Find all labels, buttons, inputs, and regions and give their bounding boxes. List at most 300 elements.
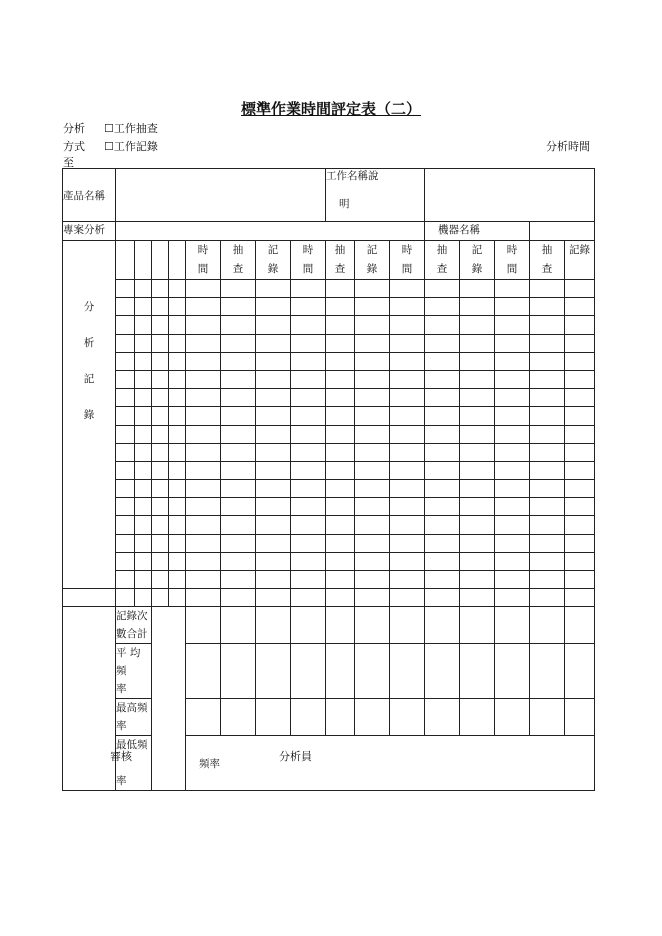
record-cell[interactable] <box>460 498 495 516</box>
record-cell[interactable] <box>116 298 135 316</box>
record-cell[interactable] <box>390 370 425 388</box>
separator-cell[interactable] <box>495 589 530 607</box>
record-cell[interactable] <box>186 389 221 407</box>
record-cell[interactable] <box>390 425 425 443</box>
record-cell[interactable] <box>116 334 135 352</box>
summary-cell[interactable] <box>425 644 460 699</box>
record-cell[interactable] <box>256 552 291 570</box>
separator-cell[interactable] <box>116 589 135 607</box>
record-cell[interactable] <box>256 425 291 443</box>
record-cell[interactable] <box>116 443 135 461</box>
summary-cell[interactable] <box>186 607 221 644</box>
record-cell[interactable] <box>390 280 425 298</box>
record-cell[interactable] <box>355 370 390 388</box>
record-cell[interactable] <box>256 298 291 316</box>
record-cell[interactable] <box>221 571 256 589</box>
record-cell[interactable] <box>390 334 425 352</box>
summary-cell[interactable] <box>291 607 326 644</box>
record-cell[interactable] <box>326 280 355 298</box>
record-cell[interactable] <box>460 352 495 370</box>
record-cell[interactable] <box>169 571 186 589</box>
record-cell[interactable] <box>291 534 326 552</box>
record-cell[interactable] <box>291 352 326 370</box>
record-cell[interactable] <box>460 571 495 589</box>
record-cell[interactable] <box>530 407 565 425</box>
record-cell[interactable] <box>116 571 135 589</box>
record-cell[interactable] <box>425 534 460 552</box>
record-cell[interactable] <box>152 498 169 516</box>
record-cell[interactable] <box>291 480 326 498</box>
record-cell[interactable] <box>565 571 595 589</box>
record-cell[interactable] <box>291 552 326 570</box>
summary-cell[interactable] <box>425 699 460 736</box>
record-cell[interactable] <box>152 370 169 388</box>
record-cell[interactable] <box>152 389 169 407</box>
record-cell[interactable] <box>291 407 326 425</box>
record-cell[interactable] <box>326 534 355 552</box>
record-cell[interactable] <box>152 425 169 443</box>
record-cell[interactable] <box>425 316 460 334</box>
record-cell[interactable] <box>152 298 169 316</box>
record-cell[interactable] <box>169 334 186 352</box>
record-cell[interactable] <box>425 516 460 534</box>
separator-cell[interactable] <box>63 589 116 607</box>
record-cell[interactable] <box>530 280 565 298</box>
record-cell[interactable] <box>326 334 355 352</box>
record-cell[interactable] <box>291 298 326 316</box>
record-cell[interactable] <box>565 407 595 425</box>
separator-cell[interactable] <box>355 589 390 607</box>
record-cell[interactable] <box>460 480 495 498</box>
record-cell[interactable] <box>291 461 326 479</box>
record-cell[interactable] <box>355 461 390 479</box>
record-cell[interactable] <box>152 552 169 570</box>
record-cell[interactable] <box>390 516 425 534</box>
separator-cell[interactable] <box>186 589 221 607</box>
summary-cell[interactable] <box>355 607 390 644</box>
record-cell[interactable] <box>152 461 169 479</box>
record-cell[interactable] <box>152 316 169 334</box>
record-cell[interactable] <box>460 516 495 534</box>
record-cell[interactable] <box>495 407 530 425</box>
record-cell[interactable] <box>565 534 595 552</box>
record-cell[interactable] <box>530 498 565 516</box>
separator-cell[interactable] <box>565 589 595 607</box>
record-cell[interactable] <box>221 352 256 370</box>
record-cell[interactable] <box>116 534 135 552</box>
record-cell[interactable] <box>256 280 291 298</box>
record-cell[interactable] <box>221 480 256 498</box>
record-cell[interactable] <box>565 461 595 479</box>
record-cell[interactable] <box>326 552 355 570</box>
record-cell[interactable] <box>530 443 565 461</box>
record-cell[interactable] <box>256 461 291 479</box>
summary-cell[interactable] <box>390 644 425 699</box>
record-cell[interactable] <box>152 407 169 425</box>
record-cell[interactable] <box>565 516 595 534</box>
summary-cell[interactable] <box>355 699 390 736</box>
record-cell[interactable] <box>355 298 390 316</box>
record-cell[interactable] <box>425 552 460 570</box>
record-cell[interactable] <box>425 280 460 298</box>
record-cell[interactable] <box>116 516 135 534</box>
record-cell[interactable] <box>116 552 135 570</box>
record-cell[interactable] <box>186 461 221 479</box>
record-cell[interactable] <box>291 571 326 589</box>
record-cell[interactable] <box>460 407 495 425</box>
record-cell[interactable] <box>355 352 390 370</box>
record-cell[interactable] <box>425 352 460 370</box>
record-cell[interactable] <box>565 316 595 334</box>
record-cell[interactable] <box>169 461 186 479</box>
record-cell[interactable] <box>169 352 186 370</box>
record-cell[interactable] <box>460 370 495 388</box>
record-cell[interactable] <box>152 352 169 370</box>
record-cell[interactable] <box>495 298 530 316</box>
record-cell[interactable] <box>169 298 186 316</box>
record-cell[interactable] <box>425 498 460 516</box>
record-cell[interactable] <box>565 280 595 298</box>
record-cell[interactable] <box>460 425 495 443</box>
record-cell[interactable] <box>291 498 326 516</box>
record-cell[interactable] <box>530 370 565 388</box>
record-cell[interactable] <box>355 516 390 534</box>
summary-cell[interactable] <box>530 607 565 644</box>
summary-cell[interactable] <box>186 644 221 699</box>
record-cell[interactable] <box>291 280 326 298</box>
record-cell[interactable] <box>256 407 291 425</box>
record-cell[interactable] <box>169 534 186 552</box>
record-cell[interactable] <box>221 552 256 570</box>
record-cell[interactable] <box>495 480 530 498</box>
record-cell[interactable] <box>116 461 135 479</box>
record-cell[interactable] <box>116 352 135 370</box>
option-work-sampling[interactable]: ☐工作抽查 <box>104 122 158 135</box>
record-cell[interactable] <box>460 461 495 479</box>
record-cell[interactable] <box>186 480 221 498</box>
machine-name-field[interactable] <box>530 222 595 241</box>
record-cell[interactable] <box>390 498 425 516</box>
record-cell[interactable] <box>135 516 152 534</box>
record-cell[interactable] <box>169 425 186 443</box>
record-cell[interactable] <box>116 480 135 498</box>
summary-cell[interactable] <box>460 644 495 699</box>
record-cell[interactable] <box>460 298 495 316</box>
record-cell[interactable] <box>186 298 221 316</box>
record-cell[interactable] <box>530 316 565 334</box>
record-cell[interactable] <box>326 571 355 589</box>
record-cell[interactable] <box>565 334 595 352</box>
record-cell[interactable] <box>291 443 326 461</box>
record-cell[interactable] <box>186 334 221 352</box>
summary-cell[interactable] <box>326 644 355 699</box>
record-cell[interactable] <box>425 425 460 443</box>
record-cell[interactable] <box>256 352 291 370</box>
record-cell[interactable] <box>495 516 530 534</box>
summary-cell[interactable] <box>460 699 495 736</box>
record-cell[interactable] <box>495 280 530 298</box>
record-cell[interactable] <box>152 334 169 352</box>
record-cell[interactable] <box>221 461 256 479</box>
record-cell[interactable] <box>291 316 326 334</box>
record-cell[interactable] <box>291 516 326 534</box>
record-cell[interactable] <box>135 280 152 298</box>
record-cell[interactable] <box>186 443 221 461</box>
record-cell[interactable] <box>221 280 256 298</box>
record-cell[interactable] <box>355 498 390 516</box>
record-cell[interactable] <box>326 443 355 461</box>
record-cell[interactable] <box>530 298 565 316</box>
record-cell[interactable] <box>326 298 355 316</box>
record-cell[interactable] <box>390 352 425 370</box>
record-cell[interactable] <box>186 498 221 516</box>
record-cell[interactable] <box>390 316 425 334</box>
record-cell[interactable] <box>221 516 256 534</box>
record-cell[interactable] <box>460 334 495 352</box>
summary-cell[interactable] <box>425 607 460 644</box>
record-cell[interactable] <box>495 461 530 479</box>
summary-cell[interactable] <box>390 607 425 644</box>
record-cell[interactable] <box>390 298 425 316</box>
summary-cell[interactable] <box>186 699 221 736</box>
record-cell[interactable] <box>530 534 565 552</box>
summary-cell[interactable] <box>495 644 530 699</box>
record-cell[interactable] <box>135 534 152 552</box>
record-cell[interactable] <box>495 334 530 352</box>
record-cell[interactable] <box>135 298 152 316</box>
record-cell[interactable] <box>355 389 390 407</box>
record-cell[interactable] <box>326 389 355 407</box>
summary-cell[interactable] <box>256 644 291 699</box>
record-cell[interactable] <box>460 280 495 298</box>
record-cell[interactable] <box>355 425 390 443</box>
separator-cell[interactable] <box>530 589 565 607</box>
separator-cell[interactable] <box>460 589 495 607</box>
record-cell[interactable] <box>355 534 390 552</box>
record-cell[interactable] <box>460 552 495 570</box>
record-cell[interactable] <box>425 334 460 352</box>
record-cell[interactable] <box>425 461 460 479</box>
record-cell[interactable] <box>116 498 135 516</box>
record-cell[interactable] <box>530 461 565 479</box>
record-cell[interactable] <box>256 316 291 334</box>
record-cell[interactable] <box>221 425 256 443</box>
record-cell[interactable] <box>186 407 221 425</box>
summary-cell[interactable] <box>355 644 390 699</box>
record-cell[interactable] <box>326 480 355 498</box>
record-cell[interactable] <box>256 334 291 352</box>
record-cell[interactable] <box>186 280 221 298</box>
record-cell[interactable] <box>169 389 186 407</box>
record-cell[interactable] <box>355 443 390 461</box>
record-cell[interactable] <box>256 534 291 552</box>
record-cell[interactable] <box>495 316 530 334</box>
separator-cell[interactable] <box>390 589 425 607</box>
record-cell[interactable] <box>355 480 390 498</box>
record-cell[interactable] <box>135 370 152 388</box>
record-cell[interactable] <box>135 407 152 425</box>
record-cell[interactable] <box>291 334 326 352</box>
separator-cell[interactable] <box>169 589 186 607</box>
record-cell[interactable] <box>135 443 152 461</box>
record-cell[interactable] <box>169 516 186 534</box>
record-cell[interactable] <box>152 443 169 461</box>
record-cell[interactable] <box>326 316 355 334</box>
record-cell[interactable] <box>425 443 460 461</box>
record-cell[interactable] <box>460 389 495 407</box>
summary-cell[interactable] <box>256 607 291 644</box>
record-cell[interactable] <box>460 316 495 334</box>
summary-cell[interactable] <box>221 607 256 644</box>
record-cell[interactable] <box>390 443 425 461</box>
record-cell[interactable] <box>425 571 460 589</box>
work-name-desc-field[interactable] <box>425 169 595 222</box>
record-cell[interactable] <box>355 571 390 589</box>
summary-cell[interactable] <box>495 699 530 736</box>
separator-cell[interactable] <box>326 589 355 607</box>
record-cell[interactable] <box>116 280 135 298</box>
record-cell[interactable] <box>169 552 186 570</box>
record-cell[interactable] <box>135 571 152 589</box>
record-cell[interactable] <box>425 407 460 425</box>
record-cell[interactable] <box>326 498 355 516</box>
record-cell[interactable] <box>186 552 221 570</box>
record-cell[interactable] <box>355 280 390 298</box>
record-cell[interactable] <box>221 298 256 316</box>
record-cell[interactable] <box>135 461 152 479</box>
record-cell[interactable] <box>565 370 595 388</box>
record-cell[interactable] <box>186 316 221 334</box>
record-cell[interactable] <box>390 389 425 407</box>
record-cell[interactable] <box>565 425 595 443</box>
record-cell[interactable] <box>565 552 595 570</box>
record-cell[interactable] <box>390 407 425 425</box>
record-cell[interactable] <box>186 516 221 534</box>
record-cell[interactable] <box>326 516 355 534</box>
record-cell[interactable] <box>186 425 221 443</box>
record-cell[interactable] <box>495 370 530 388</box>
summary-cell[interactable] <box>530 699 565 736</box>
record-cell[interactable] <box>460 443 495 461</box>
frequency-cell[interactable] <box>186 736 595 791</box>
record-cell[interactable] <box>256 389 291 407</box>
record-cell[interactable] <box>221 316 256 334</box>
record-cell[interactable] <box>530 571 565 589</box>
record-cell[interactable] <box>565 352 595 370</box>
record-cell[interactable] <box>186 571 221 589</box>
record-cell[interactable] <box>116 407 135 425</box>
record-cell[interactable] <box>565 498 595 516</box>
record-cell[interactable] <box>169 407 186 425</box>
record-cell[interactable] <box>565 298 595 316</box>
record-cell[interactable] <box>355 334 390 352</box>
separator-cell[interactable] <box>221 589 256 607</box>
record-cell[interactable] <box>116 389 135 407</box>
summary-cell[interactable] <box>326 699 355 736</box>
summary-cell[interactable] <box>291 644 326 699</box>
record-cell[interactable] <box>326 352 355 370</box>
summary-cell[interactable] <box>530 644 565 699</box>
record-cell[interactable] <box>152 534 169 552</box>
record-cell[interactable] <box>169 316 186 334</box>
record-cell[interactable] <box>186 370 221 388</box>
record-cell[interactable] <box>495 352 530 370</box>
record-cell[interactable] <box>355 316 390 334</box>
record-cell[interactable] <box>169 280 186 298</box>
record-cell[interactable] <box>186 352 221 370</box>
record-cell[interactable] <box>256 516 291 534</box>
record-cell[interactable] <box>326 407 355 425</box>
record-cell[interactable] <box>390 571 425 589</box>
record-cell[interactable] <box>530 389 565 407</box>
record-cell[interactable] <box>135 334 152 352</box>
record-cell[interactable] <box>530 480 565 498</box>
record-cell[interactable] <box>425 389 460 407</box>
summary-cell[interactable] <box>495 607 530 644</box>
record-cell[interactable] <box>221 443 256 461</box>
summary-cell[interactable] <box>256 699 291 736</box>
record-cell[interactable] <box>495 552 530 570</box>
record-cell[interactable] <box>530 516 565 534</box>
record-cell[interactable] <box>135 316 152 334</box>
record-cell[interactable] <box>530 334 565 352</box>
record-cell[interactable] <box>390 480 425 498</box>
record-cell[interactable] <box>565 389 595 407</box>
project-analysis-field[interactable] <box>116 222 425 241</box>
record-cell[interactable] <box>495 498 530 516</box>
record-cell[interactable] <box>495 534 530 552</box>
record-cell[interactable] <box>221 389 256 407</box>
record-cell[interactable] <box>291 389 326 407</box>
record-cell[interactable] <box>390 461 425 479</box>
record-cell[interactable] <box>186 534 221 552</box>
summary-cell[interactable] <box>565 699 595 736</box>
record-cell[interactable] <box>152 280 169 298</box>
summary-cell[interactable] <box>291 699 326 736</box>
product-name-field[interactable] <box>116 169 326 222</box>
record-cell[interactable] <box>425 480 460 498</box>
separator-cell[interactable] <box>425 589 460 607</box>
record-cell[interactable] <box>495 571 530 589</box>
record-cell[interactable] <box>221 407 256 425</box>
record-cell[interactable] <box>256 443 291 461</box>
record-cell[interactable] <box>355 552 390 570</box>
record-cell[interactable] <box>425 370 460 388</box>
record-cell[interactable] <box>355 407 390 425</box>
summary-cell[interactable] <box>565 644 595 699</box>
summary-cell[interactable] <box>390 699 425 736</box>
record-cell[interactable] <box>256 480 291 498</box>
record-cell[interactable] <box>495 389 530 407</box>
separator-cell[interactable] <box>135 589 152 607</box>
record-cell[interactable] <box>169 480 186 498</box>
record-cell[interactable] <box>565 480 595 498</box>
record-cell[interactable] <box>135 480 152 498</box>
record-cell[interactable] <box>221 534 256 552</box>
record-cell[interactable] <box>152 480 169 498</box>
record-cell[interactable] <box>116 316 135 334</box>
record-cell[interactable] <box>152 516 169 534</box>
record-cell[interactable] <box>135 498 152 516</box>
summary-cell[interactable] <box>565 607 595 644</box>
record-cell[interactable] <box>256 571 291 589</box>
record-cell[interactable] <box>495 425 530 443</box>
record-cell[interactable] <box>256 498 291 516</box>
record-cell[interactable] <box>135 389 152 407</box>
record-cell[interactable] <box>460 534 495 552</box>
record-cell[interactable] <box>152 571 169 589</box>
separator-cell[interactable] <box>291 589 326 607</box>
